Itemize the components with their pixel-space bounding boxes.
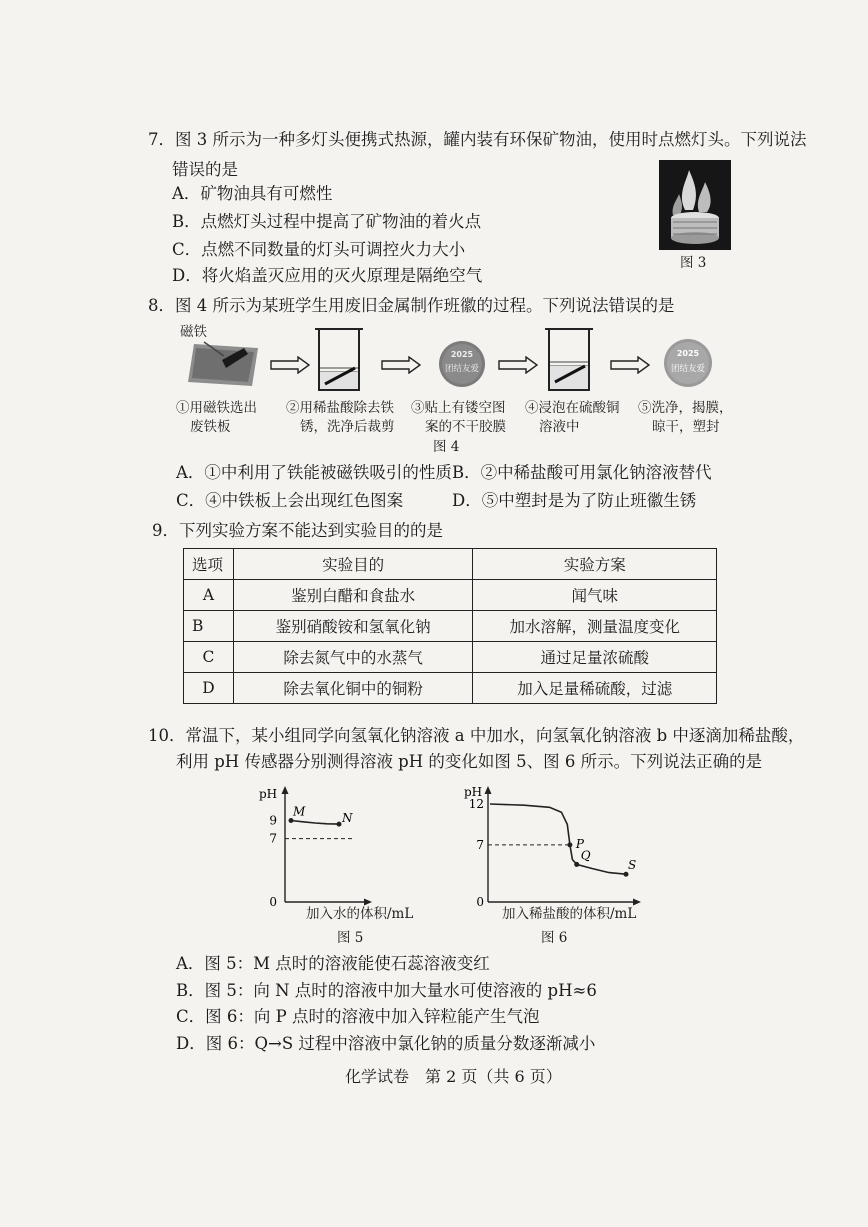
figure-3-label: 图 3 [680, 255, 707, 271]
q9-stem: 9．下列实验方案不能达到实验目的的是 [152, 521, 443, 540]
q8-stem: 8．图 4 所示为某班学生用废旧金属制作班徽的过程。下列说法错误的是 [148, 296, 675, 315]
point-m [289, 818, 294, 823]
step-1-caption-line2: 废铁板 [190, 419, 231, 435]
q10-option-c: C．图 6：向 P 点时的溶液中加入锌粒能产生气泡 [176, 1007, 540, 1026]
q10-stem-line2: 利用 pH 传感器分别测得溶液 pH 的变化如图 5、图 6 所示。下列说法正确的是 [176, 752, 763, 771]
q7-option-b: B．点燃灯头过程中提高了矿物油的着火点 [172, 212, 482, 231]
figure-6-xlabel: 加入稀盐酸的体积/mL [502, 906, 637, 922]
y-tick-label: 0 [269, 895, 277, 909]
y-tick-label: 12 [468, 797, 484, 811]
q8-option-d: D．⑤中塑封是为了防止班徽生锈 [452, 491, 697, 510]
table-cell: B [184, 611, 234, 642]
figure-5-xlabel: 加入水的体积/mL [306, 906, 414, 922]
q8-option-a: A．①中利用了铁能被磁铁吸引的性质 [176, 463, 452, 482]
step-5-caption-line2: 晾干，塑封 [652, 419, 720, 435]
q7-option-d: D．将火焰盖灭应用的灭火原理是隔绝空气 [172, 266, 483, 285]
table-cell: 鉴别白醋和食盐水 [233, 580, 473, 611]
table-cell: D [184, 673, 234, 704]
figure-6-title: 图 6 [541, 930, 568, 946]
y-axis-label: pH [259, 787, 278, 801]
finished-badge-year-text: 2025 [676, 349, 700, 358]
arrow-1-icon [270, 356, 310, 374]
header-purpose: 实验目的 [233, 549, 473, 580]
table-cell: 鉴别硝酸铵和氢氧化钠 [233, 611, 473, 642]
step-4-caption-line1: ④浸泡在硫酸铜 [525, 400, 620, 416]
figure-4-label: 图 4 [433, 439, 460, 455]
badge-motto-text: 团结友爱 [444, 364, 479, 374]
y-tick-label: 7 [269, 831, 277, 846]
q10-option-d: D．图 6：Q→S 过程中溶液中氯化钠的质量分数逐渐减小 [176, 1034, 596, 1053]
beaker-copper-sulfate-image [541, 326, 597, 394]
table-row [184, 673, 717, 704]
heat-source-photo [659, 160, 731, 250]
series-line [490, 804, 626, 874]
q10-stem-line1: 10．常温下，某小组同学向氢氧化钠溶液 a 中加水，向氢氧化钠溶液 b 中逐滴加稀盐酸， [148, 726, 805, 745]
finished-badge-motto-text: 团结友爱 [670, 364, 705, 374]
step-4-caption-line2: 溶液中 [539, 419, 580, 435]
arrow-2-icon [381, 356, 421, 374]
table-cell: 加水溶解，测量温度变化 [473, 611, 717, 642]
q7-stem-line2: 错误的是 [172, 160, 238, 179]
header-option: 选项 [184, 549, 234, 580]
point-n [337, 822, 342, 827]
point-m-label: M [293, 804, 306, 819]
step-3-caption-line2: 案的不干胶膜 [425, 419, 506, 435]
header-plan: 实验方案 [473, 549, 717, 580]
point-q-label: Q [580, 848, 591, 863]
page-footer: 化学试卷 第 2 页（共 6 页） [345, 1067, 562, 1086]
point-s [624, 872, 629, 877]
magnet-label: 磁铁 [180, 324, 207, 340]
experiment-table [183, 548, 717, 704]
q7-option-a: A．矿物油具有可燃性 [172, 184, 333, 203]
table-cell: 加入足量稀硫酸，过滤 [473, 673, 717, 704]
table-row [184, 611, 717, 642]
magnet-iron-plate-image [186, 340, 266, 388]
table-header-row [184, 549, 717, 580]
arrow-4-icon [610, 356, 650, 374]
series-line [291, 821, 339, 825]
point-n-label: N [342, 811, 353, 826]
y-tick-label: 9 [269, 813, 277, 828]
badge-year-text: 2025 [450, 350, 474, 359]
step-2-caption-line2: 锈，洗净后裁剪 [300, 419, 395, 435]
y-axis-label: pH [464, 785, 483, 799]
step-5-caption-line1: ⑤洗净，揭膜， [638, 400, 733, 416]
arrow-3-icon [498, 356, 538, 374]
q8-option-c: C．④中铁板上会出现红色图案 [176, 491, 404, 510]
y-axis-arrow-icon [282, 786, 289, 794]
step-3-caption-line1: ③贴上有镂空图 [411, 400, 506, 416]
y-tick-label: 0 [476, 895, 484, 909]
q10-option-a: A．图 5：M 点时的溶液能使石蕊溶液变红 [176, 954, 490, 973]
table-row [184, 580, 717, 611]
q7-option-c: C．点燃不同数量的灯头可调控火力大小 [172, 240, 466, 259]
y-axis-arrow-icon [485, 786, 492, 794]
q8-option-b: B．②中稀盐酸可用氯化钠溶液替代 [452, 463, 712, 482]
q10-option-b: B．图 5：向 N 点时的溶液中加大量水可使溶液的 pH≈6 [176, 981, 597, 1000]
table-cell: 通过足量浓硫酸 [473, 642, 717, 673]
table-cell: 闻气味 [473, 580, 717, 611]
point-p-label: P [575, 836, 584, 851]
figure-5-title: 图 5 [337, 930, 364, 946]
point-p [567, 842, 572, 847]
point-q [574, 862, 579, 867]
q7-stem-line1: 7．图 3 所示为一种多灯头便携式热源，罐内装有环保矿物油，使用时点燃灯头。下列说法 [148, 130, 807, 149]
table-row [184, 642, 717, 673]
table-cell: A [184, 580, 234, 611]
y-tick-label: 7 [476, 837, 484, 852]
step-1-caption-line1: ①用磁铁选出 [176, 400, 257, 416]
table-cell: C [184, 642, 234, 673]
step-2-caption-line1: ②用稀盐酸除去铁 [286, 400, 394, 416]
point-s-label: S [628, 858, 637, 873]
table-cell: 除去氧化铜中的铜粉 [233, 673, 473, 704]
table-cell: 除去氮气中的水蒸气 [233, 642, 473, 673]
beaker-hydrochloric-acid-image [311, 326, 367, 394]
